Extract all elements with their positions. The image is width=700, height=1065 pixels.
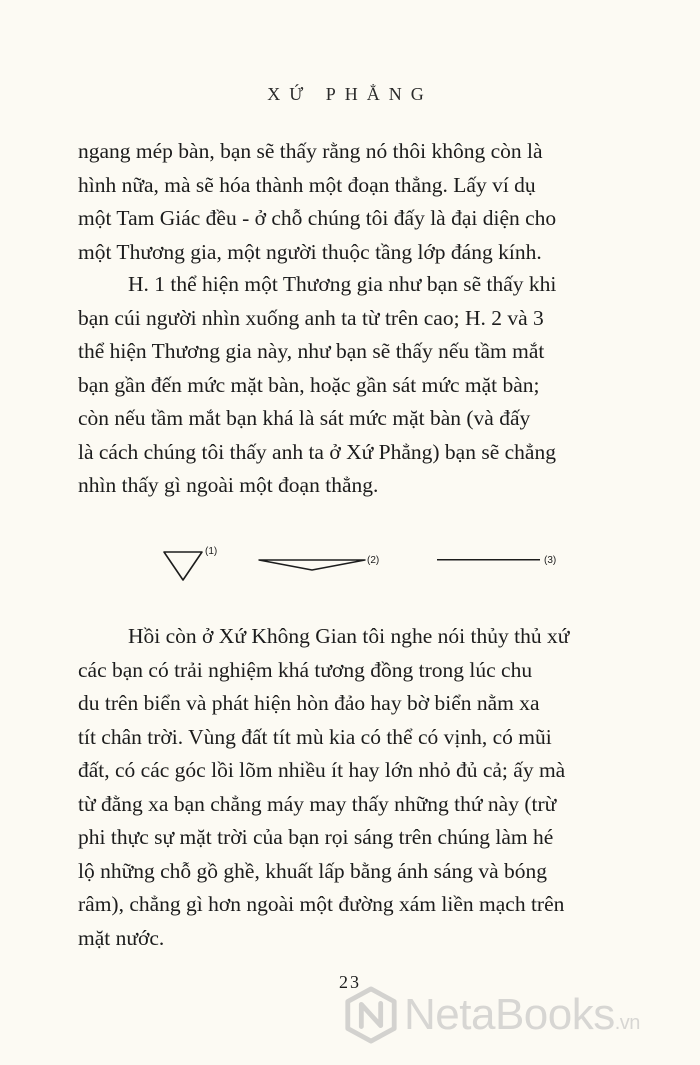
watermark-brand: NetaBooks bbox=[404, 990, 615, 1039]
netabooks-logo-icon bbox=[342, 986, 400, 1044]
text-line: râm), chẳng gì hơn ngoài một đường xám liền mạch trên bbox=[78, 892, 565, 916]
text-line: một Tam Giác đều - ở chỗ chúng tôi đấy là đại diện cho bbox=[78, 206, 557, 230]
netabooks-watermark bbox=[342, 983, 692, 1047]
text-line: tít chân trời. Vùng đất tít mù kia có thể có vịnh, có mũi bbox=[78, 724, 552, 749]
watermark-text bbox=[404, 990, 640, 1040]
text-line: Hồi còn ở Xứ Không Gian tôi nghe nói thủy thủ xứ bbox=[128, 624, 570, 648]
paragraph-1 bbox=[78, 135, 638, 269]
text-line: từ đằng xa bạn chẳng máy may thấy những thứ này (trừ bbox=[78, 791, 557, 816]
text-line: bạn cúi người nhìn xuống anh ta từ trên cao; H. 2 và 3 bbox=[78, 305, 544, 330]
text-line: một Thương gia, một người thuộc tầng lớp đáng kính. bbox=[78, 239, 542, 264]
figure-2-flat-triangle bbox=[259, 555, 379, 570]
text-line: H. 1 thể hiện một Thương gia như bạn sẽ thấy khi bbox=[128, 272, 557, 296]
text-line: là cách chúng tôi thấy anh ta ở Xứ Phẳng) bạn sẽ chẳng bbox=[78, 439, 556, 464]
text-line: du trên biển và phát hiện hòn đảo hay bờ biển nằm xa bbox=[78, 691, 540, 715]
figure-2-label: (2) bbox=[367, 555, 380, 566]
watermark-suffix: .vn bbox=[614, 1012, 640, 1034]
paragraph-3 bbox=[78, 620, 638, 955]
text-line: hình nữa, mà sẽ hóa thành một đoạn thẳng. Lấy ví dụ bbox=[78, 172, 536, 197]
text-line: mặt nước. bbox=[78, 925, 165, 950]
text-line: nhìn thấy gì ngoài một đoạn thẳng. bbox=[78, 473, 379, 497]
figure-3-label: (3) bbox=[544, 555, 557, 566]
text-line: các bạn có trải nghiệm khá tương đồng trong lúc chu bbox=[78, 657, 533, 682]
figure-1-triangle bbox=[164, 546, 217, 580]
text-line: ngang mép bàn, bạn sẽ thấy rằng nó thôi không còn là bbox=[78, 139, 543, 163]
page-number: 23 bbox=[339, 972, 361, 992]
running-head: XỨ PHẲNG bbox=[267, 84, 433, 104]
paragraph-2 bbox=[78, 268, 638, 503]
text-line: đất, có các góc lồi lõm nhiều ít hay lớn nhỏ đủ cả; ấy mà bbox=[78, 758, 566, 782]
figure-3-line-segment bbox=[437, 555, 556, 566]
text-line: lộ những chỗ gồ ghề, khuất lấp bằng ánh sáng và bóng bbox=[78, 858, 548, 883]
text-line: còn nếu tầm mắt bạn khá là sát mức mặt bàn (và đấy bbox=[78, 406, 531, 430]
figure-1-label: (1) bbox=[205, 546, 218, 557]
figures-row bbox=[0, 538, 700, 588]
text-line: phi thực sự mặt trời của bạn rọi sáng trên chúng làm hé bbox=[78, 825, 554, 849]
text-line: bạn gần đến mức mặt bàn, hoặc gần sát mức mặt bàn; bbox=[78, 372, 540, 397]
text-line: thể hiện Thương gia này, như bạn sẽ thấy nếu tầm mắt bbox=[78, 339, 545, 363]
